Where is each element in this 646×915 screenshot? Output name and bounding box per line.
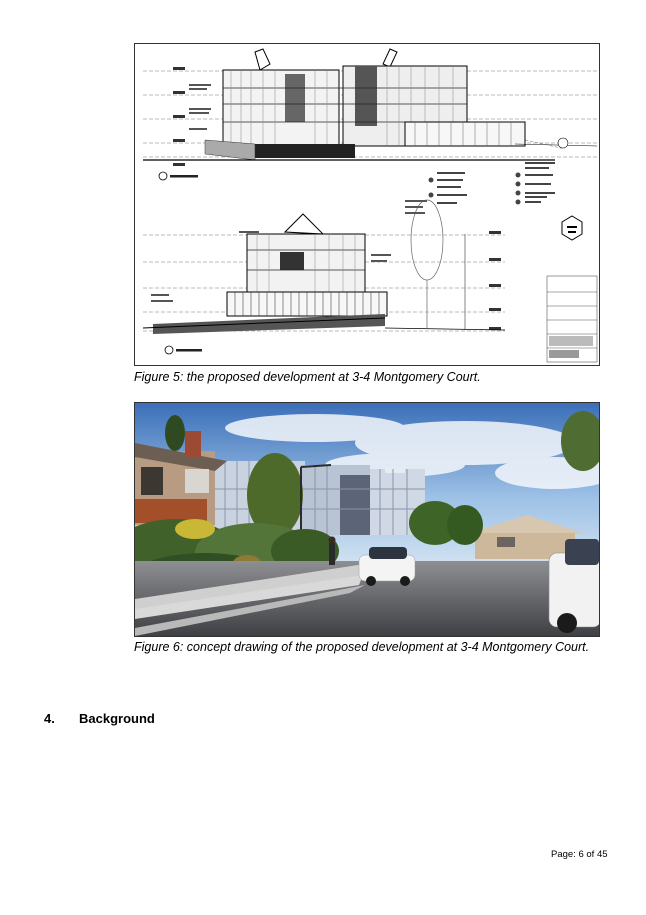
drawing-title-block bbox=[547, 276, 597, 362]
tree-outline bbox=[411, 200, 443, 328]
figure-6-caption: Figure 6: concept drawing of the proposed development at 3-4 Montgomery Court. bbox=[134, 640, 590, 654]
south-elevation bbox=[143, 200, 505, 354]
section-heading bbox=[44, 711, 155, 726]
page-number: Page: 6 of 45 bbox=[551, 849, 608, 860]
elevation-drawing-figure bbox=[134, 43, 600, 366]
street-view-render bbox=[135, 403, 599, 636]
elevation-drawing bbox=[135, 44, 599, 365]
section-title: Background bbox=[79, 711, 155, 726]
section-number: 4. bbox=[44, 711, 55, 726]
white-suv bbox=[549, 539, 599, 633]
north-elevation bbox=[143, 49, 597, 180]
figure-5-caption: Figure 5: the proposed development at 3-4 Montgomery Court. bbox=[134, 370, 481, 384]
legend-notes bbox=[429, 162, 556, 205]
pedestrian bbox=[329, 537, 336, 566]
concept-render-figure bbox=[134, 402, 600, 637]
north-marker bbox=[562, 216, 582, 240]
